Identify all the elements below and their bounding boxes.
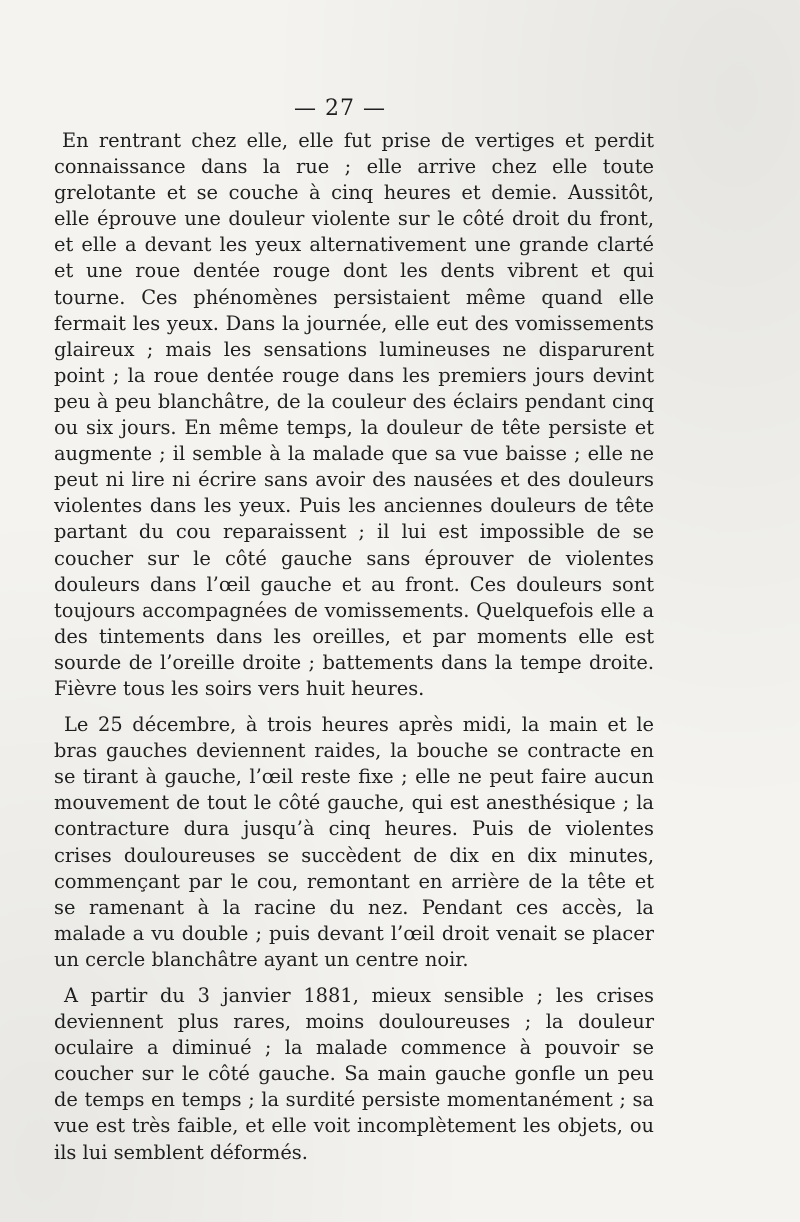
body-text <box>54 128 654 1166</box>
paragraph-2: Le 25 décembre, à trois heures après midi, la main et le bras gauches deviennent raides, la bouche se contracte en se tirant à gauche, l’œil reste fixe ; elle ne peut faire aucun mouvement de tout le côté gauche, qui est anesthésique ; la contracture dura jusqu’à cinq heures. Puis de violentes crises douloureuses se succèdent de dix en dix minutes, commençant par le cou, remontant en arrière de la tête et se ramenant à la racine du nez. Pendant ces accès, la malade a vu double ; puis devant l’œil droit venait se placer un cercle blanchâtre ayant un centre noir. <box>54 713 654 971</box>
paragraph-3: A partir du 3 janvier 1881, mieux sensible ; les crises deviennent plus rares, moins douloureuses ; la douleur oculaire a diminué ; la malade commence à pouvoir se coucher sur le côté gauche. Sa main gauche gonfle un peu de temps en temps ; la surdité persiste momentanément ; sa vue est très faible, et elle voit incomplètement les objets, ou ils lui semblent déformés. <box>54 984 654 1164</box>
page-number: — 27 — <box>294 96 386 121</box>
paragraph-1: En rentrant chez elle, elle fut prise de vertiges et perdit connaissance dans la rue ; elle arrive chez elle toute grelotante et se couche à cinq heures et demie. Aussitôt, elle éprouve une douleur violente sur le côté droit du front, et elle a devant les yeux alternativement une grande clarté et une roue dentée rouge dont les dents vibrent et qui tourne. Ces phénomènes persistaient même quand elle fermait les yeux. Dans la journée, elle eut des vomissements glaireux ; mais les sensations lumineuses ne disparurent point ; la roue dentée rouge dans les premiers jours devint peu à peu blanchâtre, de la couleur des éclairs pendant cinq ou six jours. En même temps, la douleur de tête persiste et augmente ; il semble à la malade que sa vue baisse ; elle ne peut ni lire ni écrire sans avoir des nausées et des douleurs violentes dans les yeux. Puis les anciennes douleurs de tête partant du cou reparaissent ; il lui est impossible de se coucher sur le côté gauche sans éprouver de violentes douleurs dans l’œil gauche et au front. Ces douleurs sont toujours accompagnées de vomissements. Quelquefois elle a des tintements dans les oreilles, et par moments elle est sourde de l’oreille droite ; battements dans la tempe droite. Fièvre tous les soirs vers huit heures. <box>54 129 654 700</box>
